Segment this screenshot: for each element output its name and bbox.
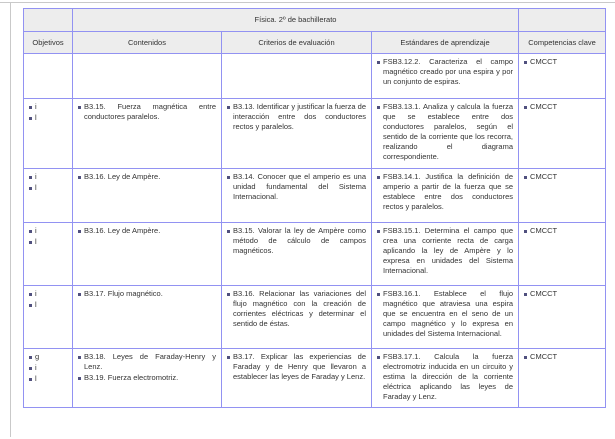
bullet-square-icon bbox=[78, 377, 81, 380]
bullet-square-icon bbox=[29, 176, 32, 179]
bullet-square-icon bbox=[227, 293, 230, 296]
bullet-square-icon bbox=[227, 106, 230, 109]
cell-criterios bbox=[222, 169, 372, 223]
competencias-item: CMCCT bbox=[530, 352, 558, 361]
cell-contenidos bbox=[73, 169, 222, 223]
bullet-square-icon bbox=[29, 304, 32, 307]
bullet-square-icon bbox=[29, 241, 32, 244]
list-item bbox=[78, 373, 216, 383]
cell-criterios bbox=[222, 223, 372, 286]
list-item bbox=[524, 352, 600, 362]
list-item bbox=[78, 352, 216, 372]
objetivos-item: i bbox=[35, 102, 37, 111]
table-row bbox=[24, 286, 606, 349]
bullet-square-icon bbox=[227, 230, 230, 233]
cell-estandares bbox=[372, 99, 519, 169]
contenidos-item: B3.15. Fuerza magnética entre conductores paralelos. bbox=[84, 102, 216, 121]
bullet-square-icon bbox=[29, 367, 32, 370]
bullet-square-icon bbox=[78, 106, 81, 109]
bullet-square-icon bbox=[29, 106, 32, 109]
title-spacer-left bbox=[24, 9, 73, 32]
cell-contenidos bbox=[73, 286, 222, 349]
page-top-border bbox=[0, 2, 615, 3]
bullet-square-icon bbox=[524, 106, 527, 109]
list-item bbox=[377, 102, 513, 162]
cell-contenidos bbox=[73, 99, 222, 169]
page-left-border bbox=[10, 2, 11, 437]
criterios-item: B3.13. Identificar y justificar la fuerza de interacción entre dos conductores rectos y paralelos. bbox=[233, 102, 366, 131]
contenidos-item: B3.18. Leyes de Faraday-Henry y Lenz. bbox=[84, 352, 216, 371]
cell-objetivos bbox=[24, 286, 73, 349]
objetivos-item: i bbox=[35, 289, 37, 298]
table-row bbox=[24, 99, 606, 169]
bullet-square-icon bbox=[78, 356, 81, 359]
table-title-row bbox=[24, 9, 606, 32]
cell-estandares bbox=[372, 54, 519, 99]
criterios-item: B3.15. Valorar la ley de Ampère como método de cálculo de campos magnéticos. bbox=[233, 226, 366, 255]
bullet-square-icon bbox=[377, 106, 380, 109]
cell-contenidos bbox=[73, 54, 222, 99]
estandares-item: FSB3.14.1. Justifica la definición de amperio a partir de la fuerza que se establece entre dos conductores rectos y paralelos. bbox=[383, 172, 514, 211]
list-item bbox=[377, 226, 513, 276]
criterios-item: B3.17. Explicar las experiencias de Faraday y de Henry que llevaron a establecer las leyes de Faraday y Lenz. bbox=[233, 352, 366, 381]
competencias-item: CMCCT bbox=[530, 226, 558, 235]
cell-objetivos bbox=[24, 223, 73, 286]
table-row bbox=[24, 169, 606, 223]
criterios-item: B3.16. Relacionar las variaciones del flujo magnético con la creación de corrientes eléctricas y determinar el sentido de éstas. bbox=[233, 289, 366, 328]
bullet-square-icon bbox=[377, 61, 380, 64]
criterios-item: B3.14. Conocer que el amperio es una unidad fundamental del Sistema Internacional. bbox=[233, 172, 366, 201]
estandares-item: FSB3.16.1. Establece el flujo magnético que atraviesa una espira que se encuentra en el seno de un campo magnético y lo expresa en unidades del Sistema Internacional. bbox=[383, 289, 514, 338]
bullet-square-icon bbox=[29, 356, 32, 359]
list-item bbox=[524, 172, 600, 182]
estandares-item: FSB3.15.1. Determina el campo que crea una corriente recta de carga aplicando la ley de Ampère y lo expresa en unidades del Sistema Internacional. bbox=[383, 226, 514, 275]
bullet-square-icon bbox=[377, 356, 380, 359]
list-item bbox=[29, 113, 67, 123]
column-header-row bbox=[24, 32, 606, 54]
contenidos-item: B3.16. Ley de Ampère. bbox=[84, 172, 161, 181]
bullet-square-icon bbox=[227, 176, 230, 179]
contenidos-item: B3.19. Fuerza electromotriz. bbox=[84, 373, 179, 382]
table-row bbox=[24, 54, 606, 99]
objetivos-item: l bbox=[35, 183, 37, 192]
cell-competencias bbox=[519, 223, 606, 286]
bullet-square-icon bbox=[29, 293, 32, 296]
list-item bbox=[524, 226, 600, 236]
bullet-square-icon bbox=[78, 230, 81, 233]
list-item bbox=[29, 352, 67, 362]
competencias-item: CMCCT bbox=[530, 102, 558, 111]
list-item bbox=[29, 183, 67, 193]
list-item bbox=[29, 363, 67, 373]
list-item bbox=[227, 172, 366, 202]
objetivos-item: l bbox=[35, 374, 37, 383]
cell-criterios bbox=[222, 286, 372, 349]
bullet-square-icon bbox=[524, 293, 527, 296]
list-item bbox=[227, 289, 366, 329]
list-item bbox=[29, 172, 67, 182]
bullet-square-icon bbox=[78, 176, 81, 179]
list-item bbox=[227, 102, 366, 132]
column-header-objetivos: Objetivos bbox=[24, 32, 73, 54]
bullet-square-icon bbox=[29, 378, 32, 381]
objetivos-item: l bbox=[35, 300, 37, 309]
bullet-square-icon bbox=[29, 187, 32, 190]
curriculum-table bbox=[23, 8, 606, 408]
estandares-item: FSB3.13.1. Analiza y calcula la fuerza que se establece entre dos conductores paralelos, según el sentido de la corriente que los recorra, realizando el diagrama correspondiente. bbox=[383, 102, 514, 161]
cell-criterios bbox=[222, 99, 372, 169]
cell-criterios bbox=[222, 54, 372, 99]
cell-objetivos bbox=[24, 54, 73, 99]
list-item bbox=[377, 57, 513, 87]
bullet-square-icon bbox=[524, 176, 527, 179]
cell-estandares bbox=[372, 169, 519, 223]
cell-contenidos bbox=[73, 223, 222, 286]
cell-objetivos bbox=[24, 169, 73, 223]
objetivos-item: i bbox=[35, 226, 37, 235]
list-item bbox=[29, 237, 67, 247]
objetivos-item: g bbox=[35, 352, 40, 361]
bullet-square-icon bbox=[524, 230, 527, 233]
bullet-square-icon bbox=[29, 117, 32, 120]
cell-estandares bbox=[372, 286, 519, 349]
contenidos-item: B3.17. Flujo magnético. bbox=[84, 289, 163, 298]
table-row bbox=[24, 349, 606, 408]
column-header-competencias: Competencias clave bbox=[519, 32, 606, 54]
bullet-square-icon bbox=[227, 356, 230, 359]
objetivos-item: i bbox=[35, 363, 37, 372]
bullet-square-icon bbox=[524, 61, 527, 64]
list-item bbox=[29, 226, 67, 236]
objetivos-item: i bbox=[35, 172, 37, 181]
cell-estandares bbox=[372, 223, 519, 286]
list-item bbox=[377, 172, 513, 212]
list-item bbox=[377, 289, 513, 339]
contenidos-item: B3.16. Ley de Ampère. bbox=[84, 226, 161, 235]
list-item bbox=[78, 172, 216, 182]
cell-criterios bbox=[222, 349, 372, 408]
list-item bbox=[524, 57, 600, 67]
cell-competencias bbox=[519, 54, 606, 99]
list-item bbox=[227, 226, 366, 256]
estandares-item: FSB3.17.1. Calcula la fuerza electromotriz inducida en un circuito y estima la dirección de la corriente eléctrica aplicando las leyes de Faraday y Lenz. bbox=[383, 352, 514, 401]
list-item bbox=[29, 102, 67, 112]
bullet-square-icon bbox=[377, 293, 380, 296]
list-item bbox=[227, 352, 366, 382]
bullet-square-icon bbox=[377, 176, 380, 179]
cell-competencias bbox=[519, 349, 606, 408]
competencias-item: CMCCT bbox=[530, 172, 558, 181]
list-item bbox=[29, 289, 67, 299]
list-item bbox=[524, 289, 600, 299]
competencias-item: CMCCT bbox=[530, 57, 558, 66]
cell-competencias bbox=[519, 169, 606, 223]
bullet-square-icon bbox=[377, 230, 380, 233]
bullet-square-icon bbox=[29, 230, 32, 233]
objetivos-item: l bbox=[35, 113, 37, 122]
cell-objetivos bbox=[24, 99, 73, 169]
list-item bbox=[29, 374, 67, 384]
cell-estandares bbox=[372, 349, 519, 408]
bullet-square-icon bbox=[524, 356, 527, 359]
list-item bbox=[78, 102, 216, 122]
column-header-estandares: Estándares de aprendizaje bbox=[372, 32, 519, 54]
cell-competencias bbox=[519, 99, 606, 169]
table-row bbox=[24, 223, 606, 286]
list-item bbox=[524, 102, 600, 112]
title-spacer-right bbox=[519, 9, 606, 32]
competencias-item: CMCCT bbox=[530, 289, 558, 298]
cell-contenidos bbox=[73, 349, 222, 408]
list-item bbox=[377, 352, 513, 402]
table-title: Física. 2º de bachillerato bbox=[73, 9, 519, 32]
estandares-item: FSB3.12.2. Caracteriza el campo magnético creado por una espira y por un conjunto de espiras. bbox=[383, 57, 514, 86]
bullet-square-icon bbox=[78, 293, 81, 296]
column-header-criterios: Criterios de evaluación bbox=[222, 32, 372, 54]
cell-objetivos bbox=[24, 349, 73, 408]
cell-competencias bbox=[519, 286, 606, 349]
list-item bbox=[29, 300, 67, 310]
objetivos-item: l bbox=[35, 237, 37, 246]
column-header-contenidos: Contenidos bbox=[73, 32, 222, 54]
list-item bbox=[78, 289, 216, 299]
list-item bbox=[78, 226, 216, 236]
